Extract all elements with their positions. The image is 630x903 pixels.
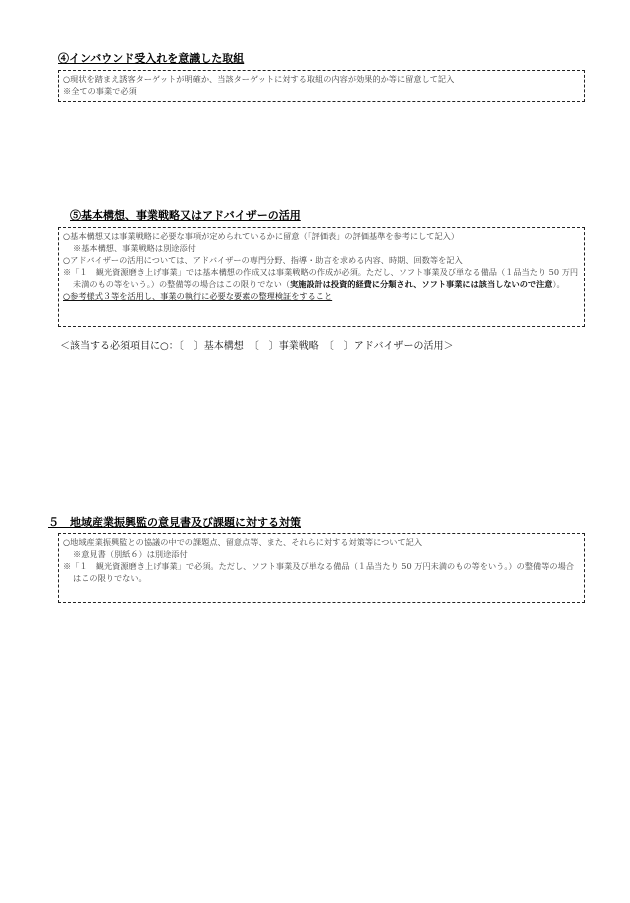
instruction-line: ※全ての事業で必須 <box>63 86 137 96</box>
section-regional-opinion-instructions <box>58 533 585 603</box>
instruction-text: ※「１ 観光資源磨き上げ事業」では基本構想の作成又は事業戦略の作成が必須。ただし、ソフト事業及び単なる備品（１品当たり 50 万円未満のもの等をいう。）の整備等の場合はこの限りでない（ <box>63 267 579 289</box>
section-strategy-instructions <box>58 227 585 327</box>
section-strategy-title: ⑤基本構想、事業戦略又はアドバイザーの活用 <box>70 209 301 222</box>
instruction-line: ※「１ 観光資源磨き上げ事業」で必須。ただし、ソフト事業及び単なる備品（１品当たり 50 万円未満のもの等をいう。）の整備等の場合はこの限りでない。 <box>63 561 574 583</box>
instruction-text: ）。 <box>552 279 565 289</box>
section-inbound-title: ④インバウンド受入れを意識した取組 <box>58 52 245 65</box>
instruction-emphasis: 実施設計は投資的経費に分類され、ソフト事業には該当しないので注意 <box>289 279 553 289</box>
required-items-checkline: ＜該当する必須項目に○：〔 〕基本構想 〔 〕事業戦略 〔 〕アドバイザーの活用＞ <box>60 341 454 352</box>
instruction-underlined-line: ○参考様式３等を活用し、事業の執行に必要な要素の整理検証をすること <box>63 291 333 301</box>
instruction-line: ○地域産業振興監との協議の中での課題点、留意点等、また、それらに対する対策等について記入 <box>63 537 423 547</box>
instruction-line: ○現状を踏まえ誘客ターゲットが明確か、当該ターゲットに対する取組の内容が効果的か等に留意して記入 <box>63 74 455 84</box>
instruction-line: ○基本構想又は事業戦略に必要な事項が定められているかに留意（「評価表」の評価基準を参考にして記入） <box>63 231 460 241</box>
instruction-line: ※意見書（別紙６）は別途添付 <box>73 549 188 559</box>
instruction-line: ※基本構想、事業戦略は別途添付 <box>73 243 196 253</box>
instruction-line <box>63 266 580 290</box>
section-inbound-instructions <box>58 70 585 102</box>
section-regional-opinion-title: ５ 地域産業振興監の意見書及び課題に対する対策 <box>48 516 301 529</box>
instruction-line: ○アドバイザーの活用については、アドバイザーの専門分野、指導・助言を求める内容、時期、回数等を記入 <box>63 255 463 265</box>
